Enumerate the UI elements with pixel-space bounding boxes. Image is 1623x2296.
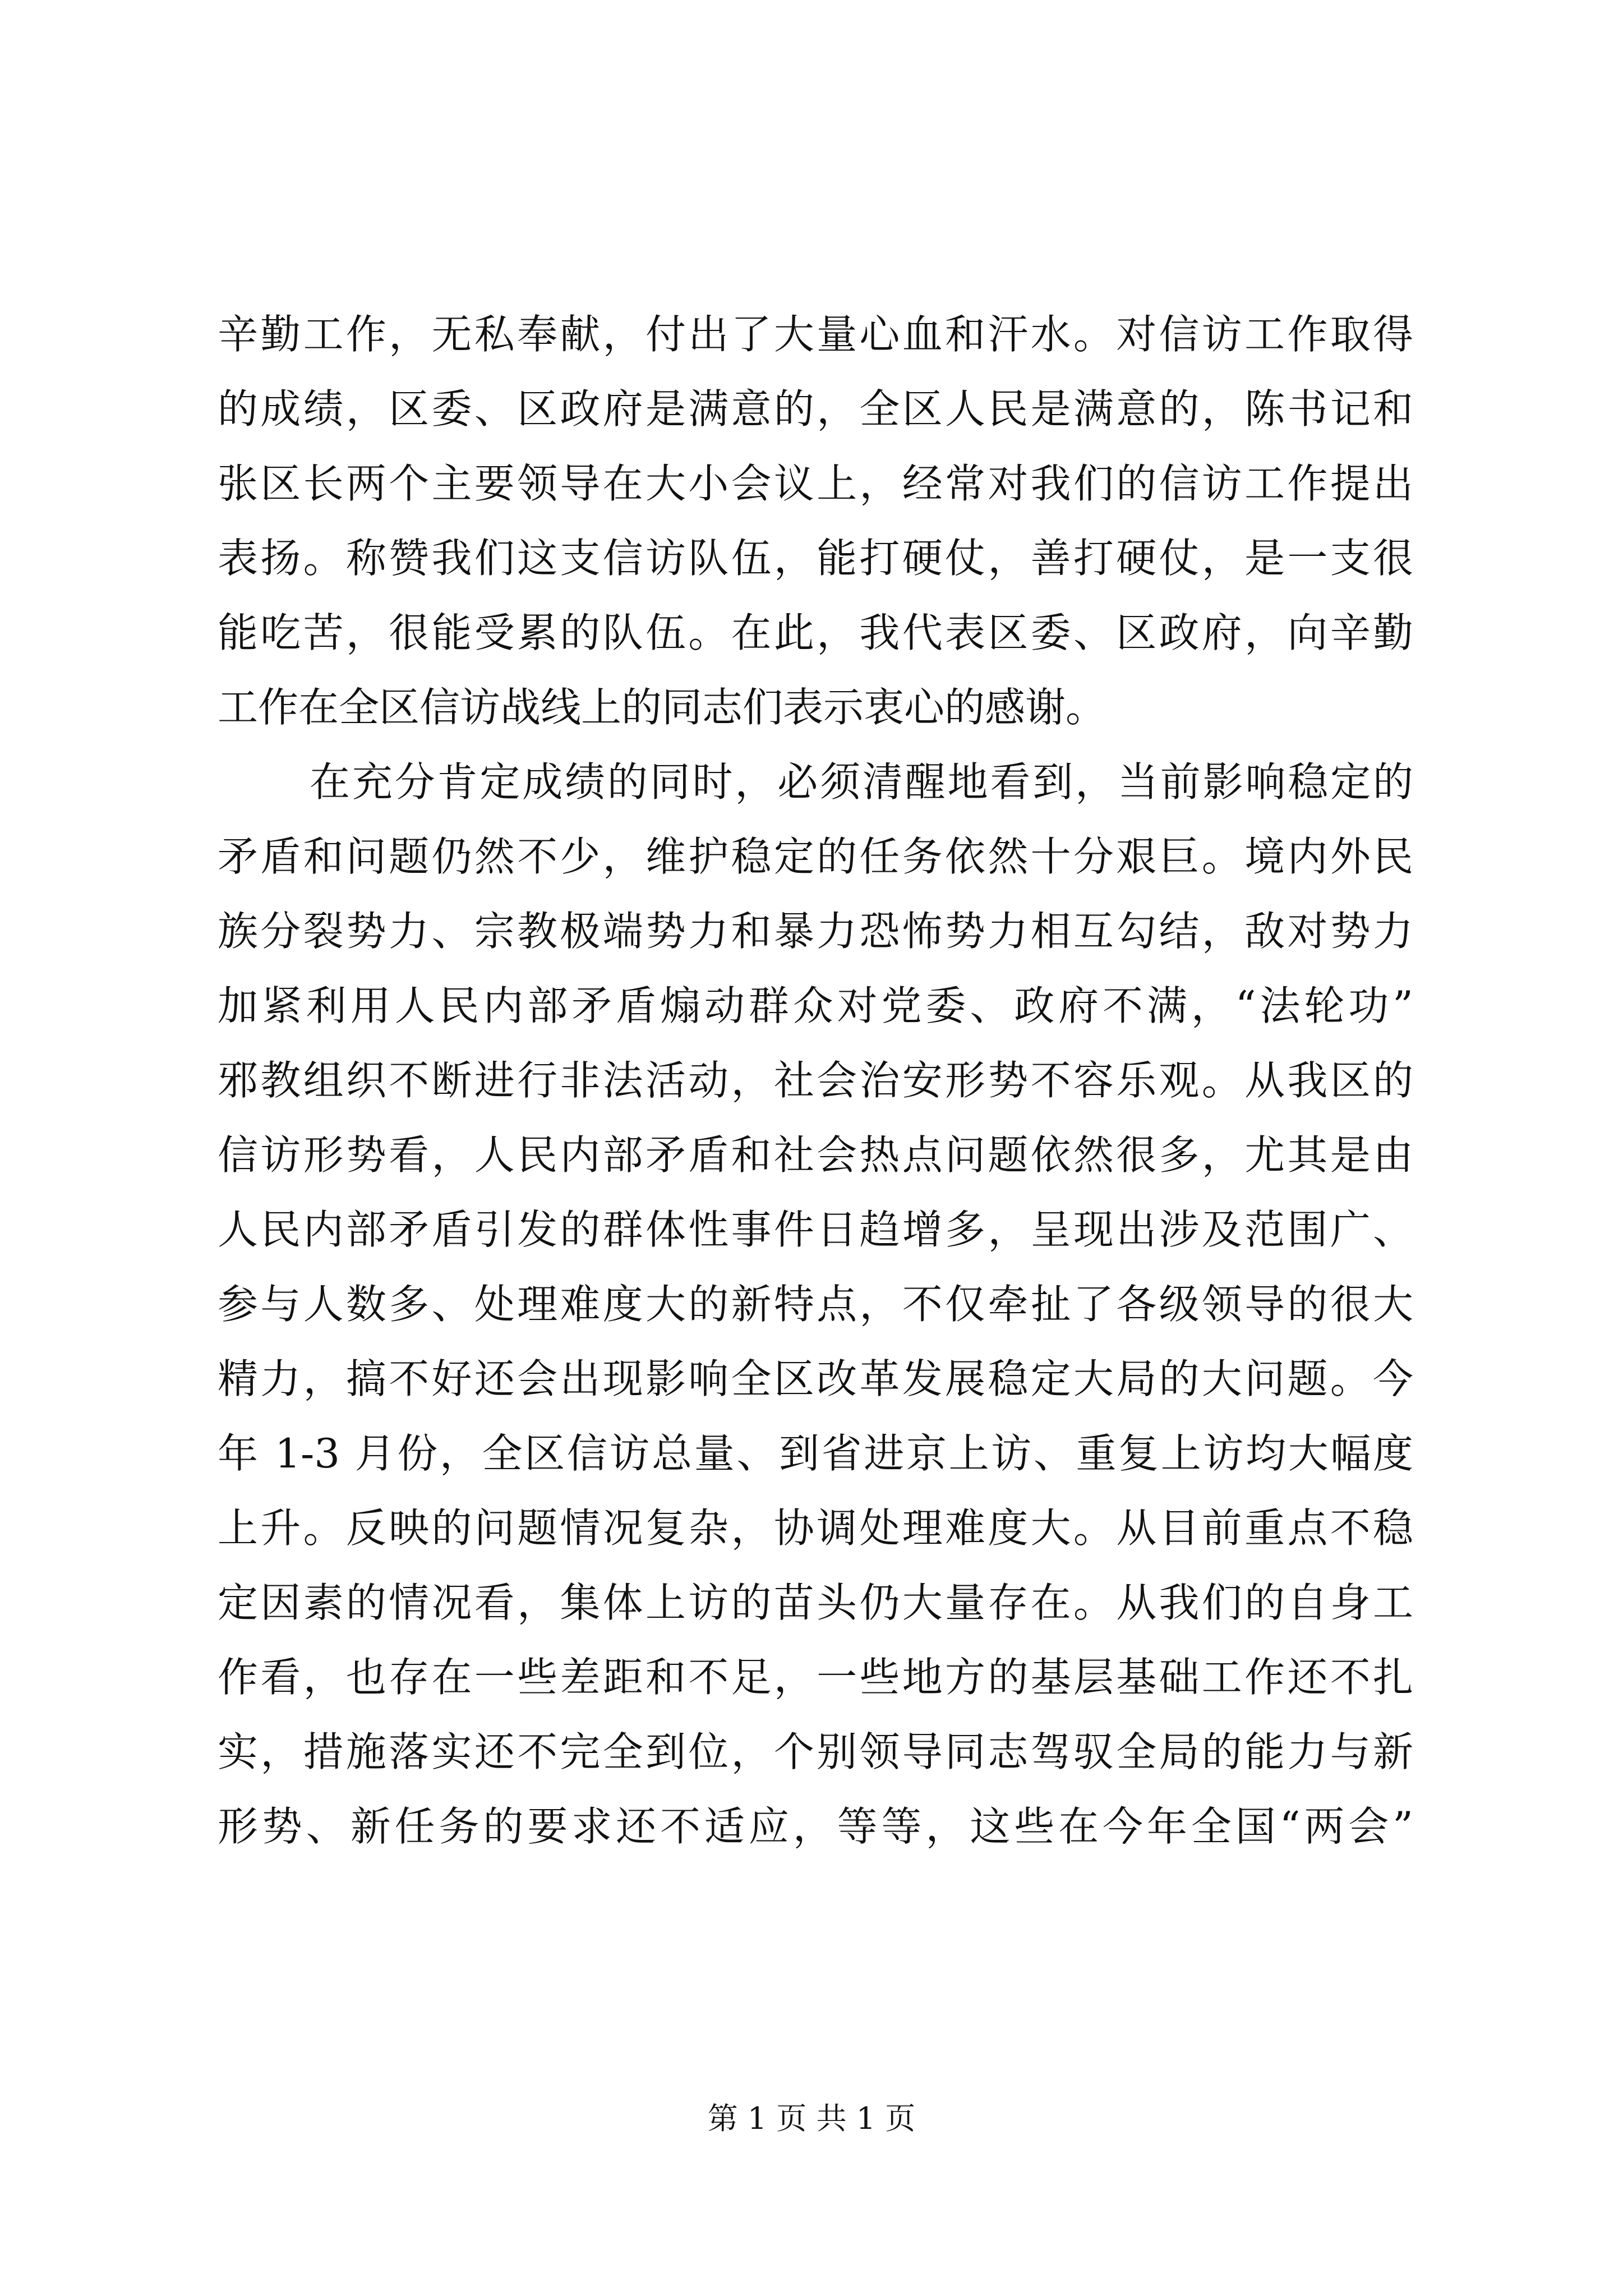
- page-footer: 第 1 页 共 1 页: [707, 2101, 916, 2136]
- text-line: 表扬。称赞我们这支信访队伍，能打硬仗，善打硬仗，是一支很: [218, 535, 1413, 582]
- body-text: [218, 297, 1413, 1864]
- text-line: 在充分肯定成绩的同时，必须清醒地看到，当前影响稳定的: [310, 758, 1413, 806]
- text-line: 邪教组织不断进行非法活动，社会治安形势不容乐观。从我区的: [218, 1057, 1413, 1104]
- text-line: 矛盾和问题仍然不少，维护稳定的任务依然十分艰巨。境内外民: [218, 833, 1413, 880]
- text-line: 辛勤工作，无私奉献，付出了大量心血和汗水。对信访工作取得: [218, 311, 1413, 358]
- text-line: 人民内部矛盾引发的群体性事件日趋增多，呈现出涉及范围广、: [218, 1206, 1413, 1253]
- text-line: 参与人数多、处理难度大的新特点，不仅牵扯了各级领导的很大: [218, 1281, 1413, 1328]
- text-line: 的成绩，区委、区政府是满意的，全区人民是满意的，陈书记和: [218, 385, 1413, 432]
- text-line: 实，措施落实还不完全到位，个别领导同志驾驭全局的能力与新: [218, 1728, 1413, 1775]
- text-line: 加紧利用人民内部矛盾煽动群众对党委、政府不满，“法轮功”: [218, 982, 1413, 1029]
- text-line: 信访形势看，人民内部矛盾和社会热点问题依然很多，尤其是由: [218, 1131, 1413, 1179]
- text-line: 族分裂势力、宗教极端势力和暴力恐怖势力相互勾结，敌对势力: [218, 908, 1413, 955]
- text-line: 定因素的情况看，集体上访的苗头仍大量存在。从我们的自身工: [218, 1579, 1413, 1626]
- text-line: 张区长两个主要领导在大小会议上，经常对我们的信访工作提出: [218, 460, 1413, 507]
- text-line: 工作在全区信访战线上的同志们表示衷心的感谢。: [218, 684, 1106, 731]
- text-line: 精力，搞不好还会出现影响全区改革发展稳定大局的大问题。今: [218, 1355, 1413, 1402]
- text-line: 形势、新任务的要求还不适应，等等，这些在今年全国“两会”: [218, 1803, 1413, 1850]
- text-line: 能吃苦，很能受累的队伍。在此，我代表区委、区政府，向辛勤: [218, 609, 1413, 656]
- text-line: 上升。反映的问题情况复杂，协调处理难度大。从目前重点不稳: [218, 1504, 1413, 1552]
- text-line: 年 1-3 月份，全区信访总量、到省进京上访、重复上访均大幅度: [218, 1430, 1413, 1477]
- text-line: 作看，也存在一些差距和不足，一些地方的基层基础工作还不扎: [218, 1654, 1413, 1701]
